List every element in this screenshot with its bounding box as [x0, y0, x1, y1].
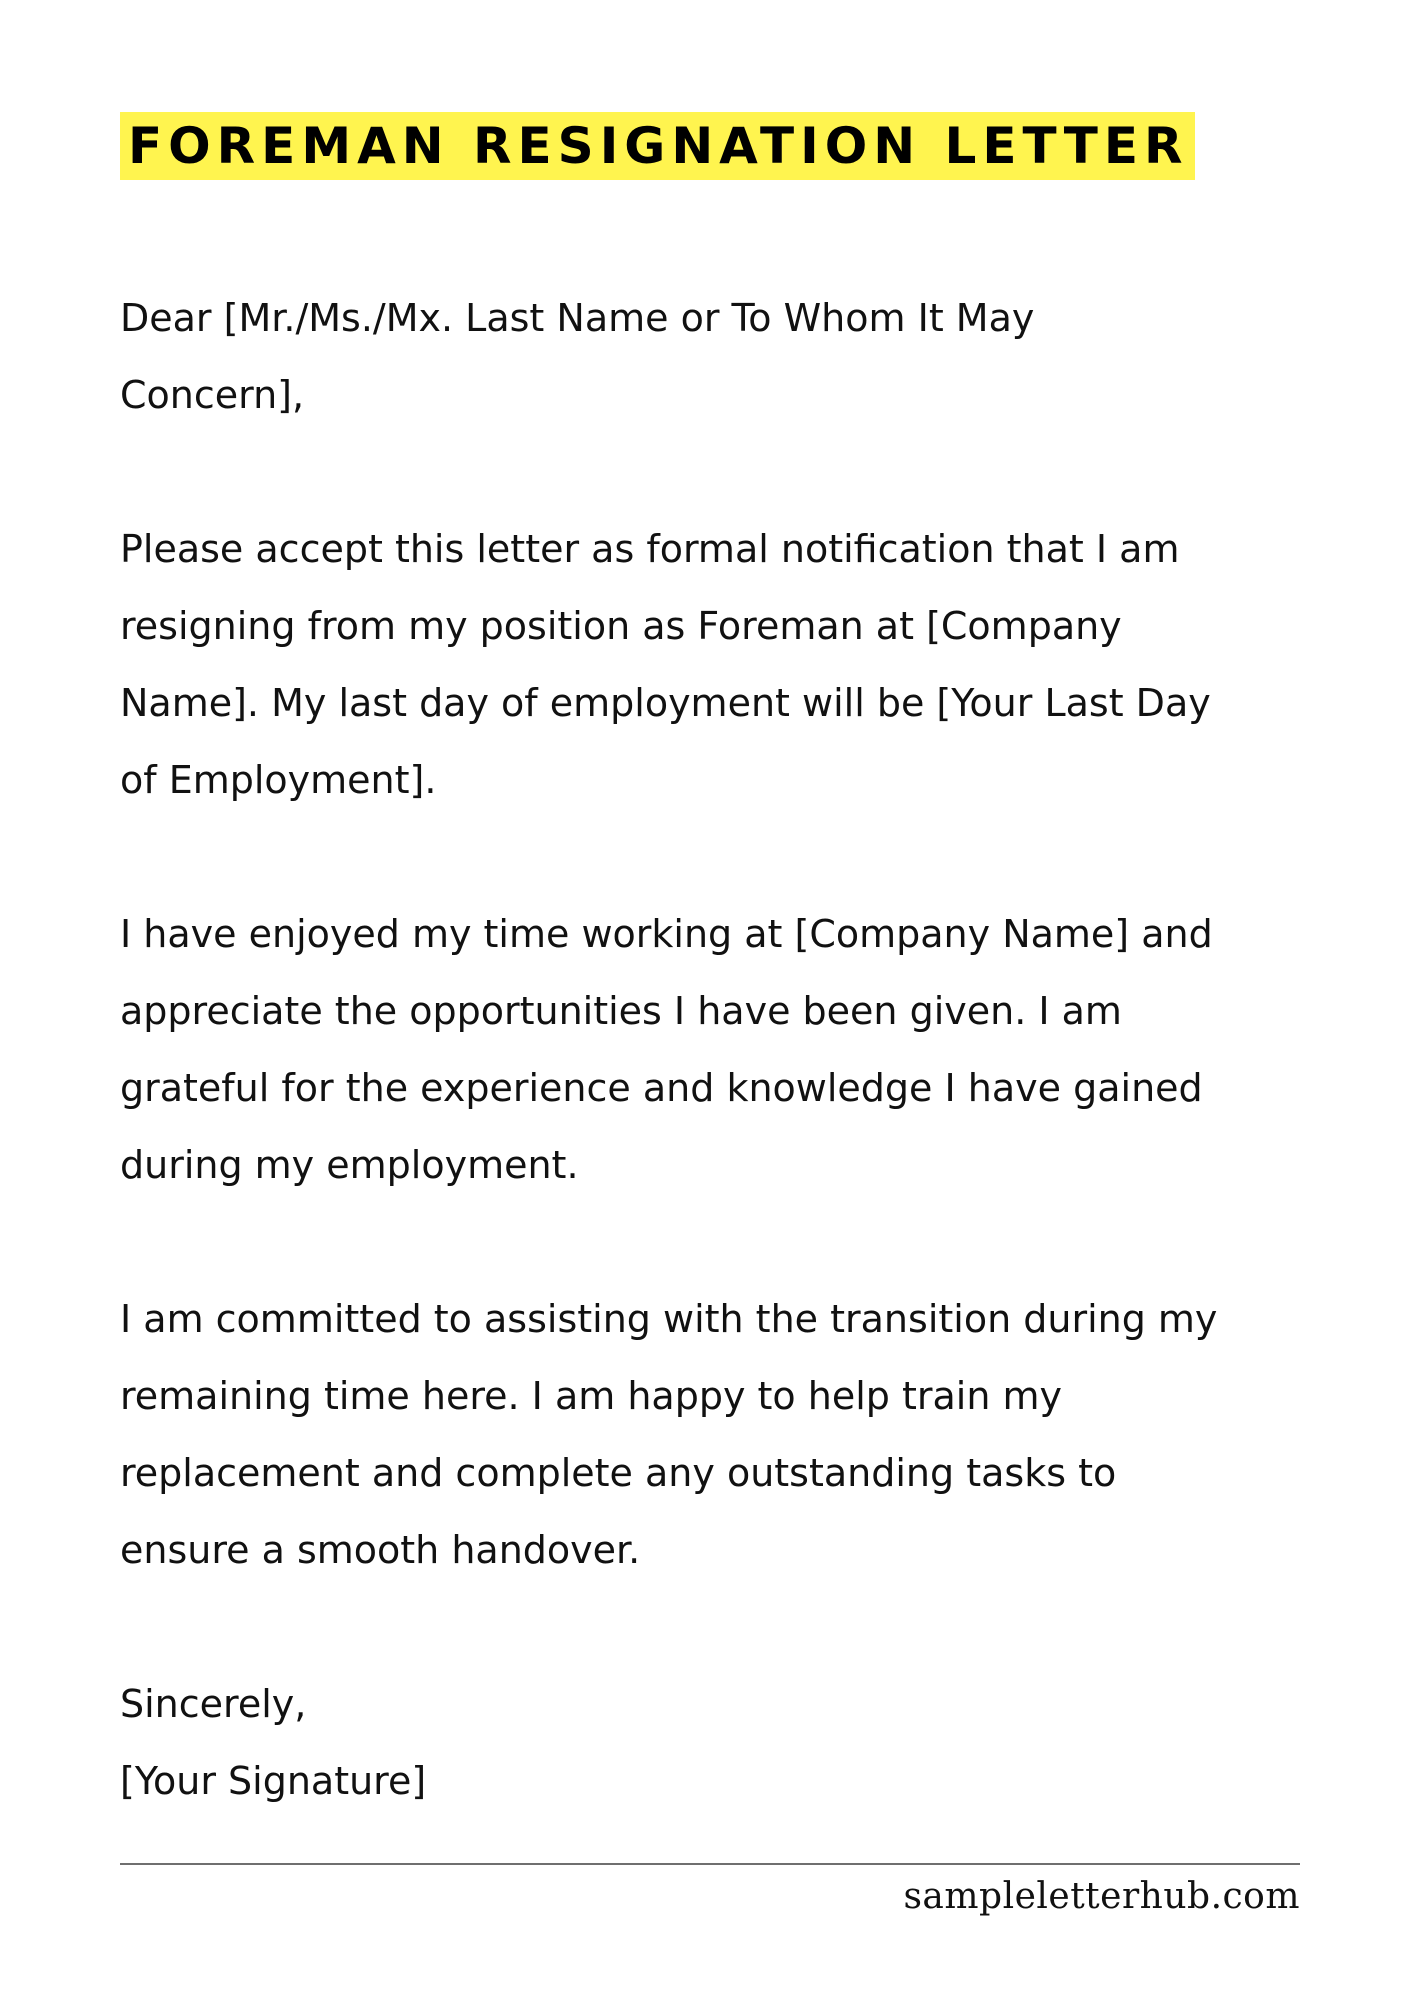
closing: Sincerely, — [120, 1682, 307, 1726]
signature-placeholder: [Your Signature] — [120, 1759, 427, 1803]
paragraph-line: Name]. My last day of employment will be [Your Last Day — [120, 681, 1211, 725]
title-highlight — [120, 112, 1195, 180]
footer-website: sampleletterhub.com — [903, 1876, 1300, 1917]
salutation-line: Dear [Mr./Ms./Mx. Last Name or To Whom It May — [120, 296, 1035, 340]
paragraph-appreciation — [120, 896, 1360, 1204]
paragraph-line: resigning from my position as Foreman at [Company — [120, 604, 1122, 648]
sign-off — [120, 1666, 1360, 1820]
paragraph-line: of Employment]. — [120, 758, 437, 802]
page-title: FOREMAN RESIGNATION LETTER — [128, 117, 1189, 175]
paragraph-notification — [120, 511, 1360, 819]
paragraph-line: Please accept this letter as formal notification that I am — [120, 527, 1180, 571]
paragraph-line: during my employment. — [120, 1143, 579, 1187]
salutation — [120, 280, 1360, 434]
salutation-line: Concern], — [120, 373, 305, 417]
paragraph-transition — [120, 1281, 1360, 1589]
paragraph-line: appreciate the opportunities I have been given. I am — [120, 989, 1122, 1033]
paragraph-line: grateful for the experience and knowledge I have gained — [120, 1066, 1203, 1110]
paragraph-line: I have enjoyed my time working at [Company Name] and — [120, 912, 1213, 956]
paragraph-line: remaining time here. I am happy to help train my — [120, 1374, 1063, 1418]
paragraph-line: ensure a smooth handover. — [120, 1528, 641, 1572]
paragraph-line: replacement and complete any outstanding tasks to — [120, 1451, 1117, 1495]
paragraph-line: I am committed to assisting with the transition during my — [120, 1297, 1218, 1341]
letter-body — [120, 280, 1360, 1820]
footer-divider — [120, 1863, 1300, 1865]
